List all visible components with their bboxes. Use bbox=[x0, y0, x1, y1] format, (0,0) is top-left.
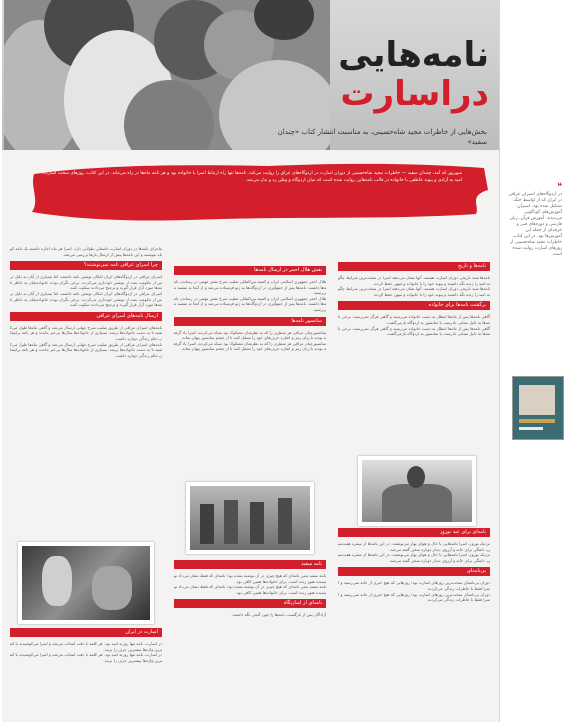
paragraph: اسرای عراقی در اردوگاه‌های ایران امکان نوشتن نامه داشتند، اما بسیاری از آنان به دلیل ترس از حکومت بعث از نوشتن خودداری می‌کردند. برخی نگران بودند خانواده‌شان به خاطر نامه‌ها مورد آزار قرار گیرند و ترجیح می‌دادند سکوت کنند. bbox=[10, 274, 162, 291]
paragraph: اسرای عراقی در اردوگاه‌های ایران امکان نوشتن نامه داشتند، اما بسیاری از آنان به دلیل ترس از حکومت بعث از نوشتن خودداری می‌کردند. برخی نگران بودند خانواده‌شان به خاطر نامه‌ها مورد آزار قرار گیرند و ترجیح می‌دادند سکوت کنند. bbox=[10, 290, 162, 308]
paragraph: نامه‌ها سند تاریخی دوران اسارت هستند. آنها نشان می‌دهند اسرا در سخت‌ترین شرایط چگونه امید را زنده نگه داشتند و پیوند خود را با خانواده و میهن حفظ کردند. bbox=[338, 275, 490, 286]
paragraph: نامه سفید یعنی نامه‌ای که هیچ چیزی در آن نوشته نشده بود؛ نامه‌ای که فقط نشان می‌داد نویسنده هنوز زنده است. برای خانواده‌ها همین کافی بود. bbox=[174, 573, 326, 584]
section-heading: نامه سفید bbox=[174, 560, 326, 569]
paragraph: گاهی نامه‌ها پس از ماه‌ها انتظار به دست خانواده می‌رسید و گاهی هرگز نمی‌رسید. برخی نامه‌ها به دلیل نشانی نادرست یا سانسور به اردوگاه بازمی‌گشت. bbox=[338, 314, 490, 325]
archive-photo-prisoners bbox=[18, 542, 154, 624]
paragraph: آزادگان پس از بازگشت، نامه‌ها را چون گنجی نگه داشتند. bbox=[231, 612, 326, 618]
paragraph: هلال احمر جمهوری اسلامی ایران و کمیته بین‌المللی صلیب سرخ نقش مهمی در رساندن نامه‌ها داشتند. نامه‌ها پس از جمع‌آوری در اردوگاه‌ها به ژنو فرستاده می‌شد و از آنجا به مقصد می‌رسید. bbox=[174, 279, 326, 296]
paragraph: نزدیک نوروز، اسرا نامه‌هایی با حال و هوای بهار می‌نوشتند. در این نامه‌ها از سفره هفت‌سین، دلتنگی برای خانه و آرزوی دیدار دوباره سخن گفته می‌شد. bbox=[338, 541, 490, 552]
column-right bbox=[338, 258, 490, 337]
paragraph: نامه‌ها سند تاریخی دوران اسارت هستند. آنها نشان می‌دهند اسرا در سخت‌ترین شرایط چگونه امید را زنده نگه داشتند و پیوند خود را با خانواده و میهن حفظ کردند. bbox=[338, 286, 490, 297]
section-heading: سانسور نامه‌ها bbox=[174, 317, 326, 326]
paragraph: نامه‌های اسرای عراقی از طریق صلیب سرخ جهانی ارسال می‌شد و گاهی ماه‌ها طول می‌کشید تا به دست خانواده‌ها برسد. بسیاری از خانواده‌ها سال‌ها بی‌خبر ماندند و هر نامه برایشان حکم زندگی دوباره داشت. bbox=[10, 324, 162, 341]
archive-photo-crowd bbox=[358, 456, 476, 526]
hero-section bbox=[2, 0, 499, 150]
paragraph: در اسارت، نامه تنها روزنه امید بود. هر کلمه با دقت انتخاب می‌شد و اسرا می‌کوشیدند با کمترین واژه‌ها بیشترین حرف را بزنند. bbox=[10, 641, 162, 652]
headline bbox=[329, 36, 489, 114]
sidebar-text: در اردوگاه‌های اسیران عراقی در ایران که از اواسط جنگ تشکیل شده بود، اسیران آموزش‌های گوناگونی می‌دیدند. آموزش قرآن، زبان فارسی و دوره‌های فنی و حرفه‌ای از جمله این آموزش‌ها بود. در این کتاب، خاطرات مجید شاه‌حسینی از روزهای اسارت روایت شده است. bbox=[508, 192, 562, 257]
paragraph: هلال احمر جمهوری اسلامی ایران و کمیته بین‌المللی صلیب سرخ نقش مهمی در رساندن نامه‌ها داشتند. نامه‌ها پس از جمع‌آوری در اردوگاه‌ها به ژنو فرستاده می‌شد و از آنجا به مقصد می‌رسید. bbox=[174, 295, 326, 312]
paragraph: در اسارت، نامه تنها روزنه امید بود. هر کلمه با دقت انتخاب می‌شد و اسرا می‌کوشیدند با کمترین واژه‌ها بیشترین حرف را بزنند. bbox=[10, 652, 162, 663]
section-heading: اسارت در ایران bbox=[10, 628, 162, 637]
paragraph: گاهی نامه‌ها پس از ماه‌ها انتظار به دست خانواده می‌رسید و گاهی هرگز نمی‌رسید. برخی نامه‌ها به دلیل نشانی نادرست یا سانسور به اردوگاه بازمی‌گشت. bbox=[338, 325, 490, 337]
headline-line-1: نامه‌هایی bbox=[338, 35, 489, 75]
section-heading: نقش هلال احمر در ارسال نامه‌ها bbox=[174, 266, 326, 275]
section-heading: چرا اسرای عراقی نامه نمی‌نوشتند؟ bbox=[10, 261, 162, 270]
column-left-bottom bbox=[10, 624, 162, 663]
headline-line-2: دراسارت bbox=[340, 74, 489, 114]
quote-icon: ❝ bbox=[557, 182, 562, 192]
paragraph: دوران بی‌نامه‌ای سخت‌ترین روزهای اسارت بود؛ روزهایی که هیچ خبری از خانه نمی‌رسید و اسرا فقط با خاطرات زندگی می‌کردند. bbox=[338, 591, 490, 603]
paragraph: نزدیک نوروز، اسرا نامه‌هایی با حال و هوای بهار می‌نوشتند. در این نامه‌ها از سفره هفت‌سین، دلتنگی برای خانه و آرزوی دیدار دوباره سخن گفته می‌شد. bbox=[338, 552, 490, 563]
paragraph: ماجرای نامه‌ها در دوران اسارت داستانی طولانی دارد. اسرا هر ماه اجازه داشتند یک نامه کوتاه بنویسند و این نامه‌ها پیش از ارسال بارها بررسی می‌شد. bbox=[10, 246, 162, 257]
book-cover-image bbox=[512, 376, 564, 440]
section-heading: بی‌نامه‌ای bbox=[338, 567, 490, 576]
sidebar-note bbox=[508, 182, 562, 258]
section-heading: نامه‌ای از اسارتگاه bbox=[174, 599, 326, 608]
column-middle-bottom bbox=[174, 556, 326, 618]
paragraph: سانسورچیان عراقی هر سطری را که به نظرشان مشکوک بود سیاه می‌کردند. اسرا یاد گرفته بودند با زبان رمز و اشاره حرف‌های خود را منتقل کنند تا از چشم سانسور پنهان بماند. bbox=[174, 340, 326, 352]
archive-photo-soldiers bbox=[186, 482, 314, 554]
section-heading: برگشت نامه‌ها برای خانواده bbox=[338, 301, 490, 310]
column-left bbox=[10, 246, 162, 358]
paragraph: سانسورچیان عراقی هر سطری را که به نظرشان مشکوک بود سیاه می‌کردند. اسرا یاد گرفته بودند با زبان رمز و اشاره حرف‌های خود را منتقل کنند تا از چشم سانسور پنهان بماند. bbox=[174, 329, 326, 341]
column-right-bottom bbox=[338, 524, 490, 603]
paragraph: دوران بی‌نامه‌ای سخت‌ترین روزهای اسارت بود؛ روزهایی که هیچ خبری از خانه نمی‌رسید و اسرا فقط با خاطرات زندگی می‌کردند. bbox=[338, 580, 490, 591]
banner-paragraph: شهریور که آمد، چمدان سفید — خاطرات مجید شاه‌حسینی از دوران اسارت در اردوگاه‌های عراق را روایت می‌کند. نامه‌ها تنها راه ارتباط اسرا با خانواده بود و هر نامه ماه‌ها در راه می‌ماند. در این کتاب، روزهای سخت اسارت، امید به آزادی و پیوند عاطفی با خانواده در قالب نامه‌هایی روایت شده است که میان اردوگاه و وطن رد و بدل می‌شد. bbox=[42, 171, 462, 183]
section-heading: ارسال نامه‌های اسرای عراقی bbox=[10, 312, 162, 321]
section-heading: نامه‌ای برای عید نوروز bbox=[338, 528, 490, 537]
newspaper-page bbox=[2, 0, 500, 722]
section-heading: نامه‌ها و تاریخ bbox=[338, 262, 490, 271]
paragraph: نامه سفید یعنی نامه‌ای که هیچ چیزی در آن نوشته نشده بود؛ نامه‌ای که فقط نشان می‌داد نویسنده هنوز زنده است. برای خانواده‌ها همین کافی بود. bbox=[174, 584, 326, 595]
headline-subtitle: بخش‌هایی از خاطرات مجید شاه‌حسینی، به مناسبت انتشار کتاب «چندان سفید» bbox=[277, 128, 487, 146]
column-middle bbox=[174, 262, 326, 352]
paragraph: نامه‌های اسرای عراقی از طریق صلیب سرخ جهانی ارسال می‌شد و گاهی ماه‌ها طول می‌کشید تا به دست خانواده‌ها برسد. بسیاری از خانواده‌ها سال‌ها بی‌خبر ماندند و هر نامه برایشان حکم زندگی دوباره داشت. bbox=[10, 341, 162, 358]
